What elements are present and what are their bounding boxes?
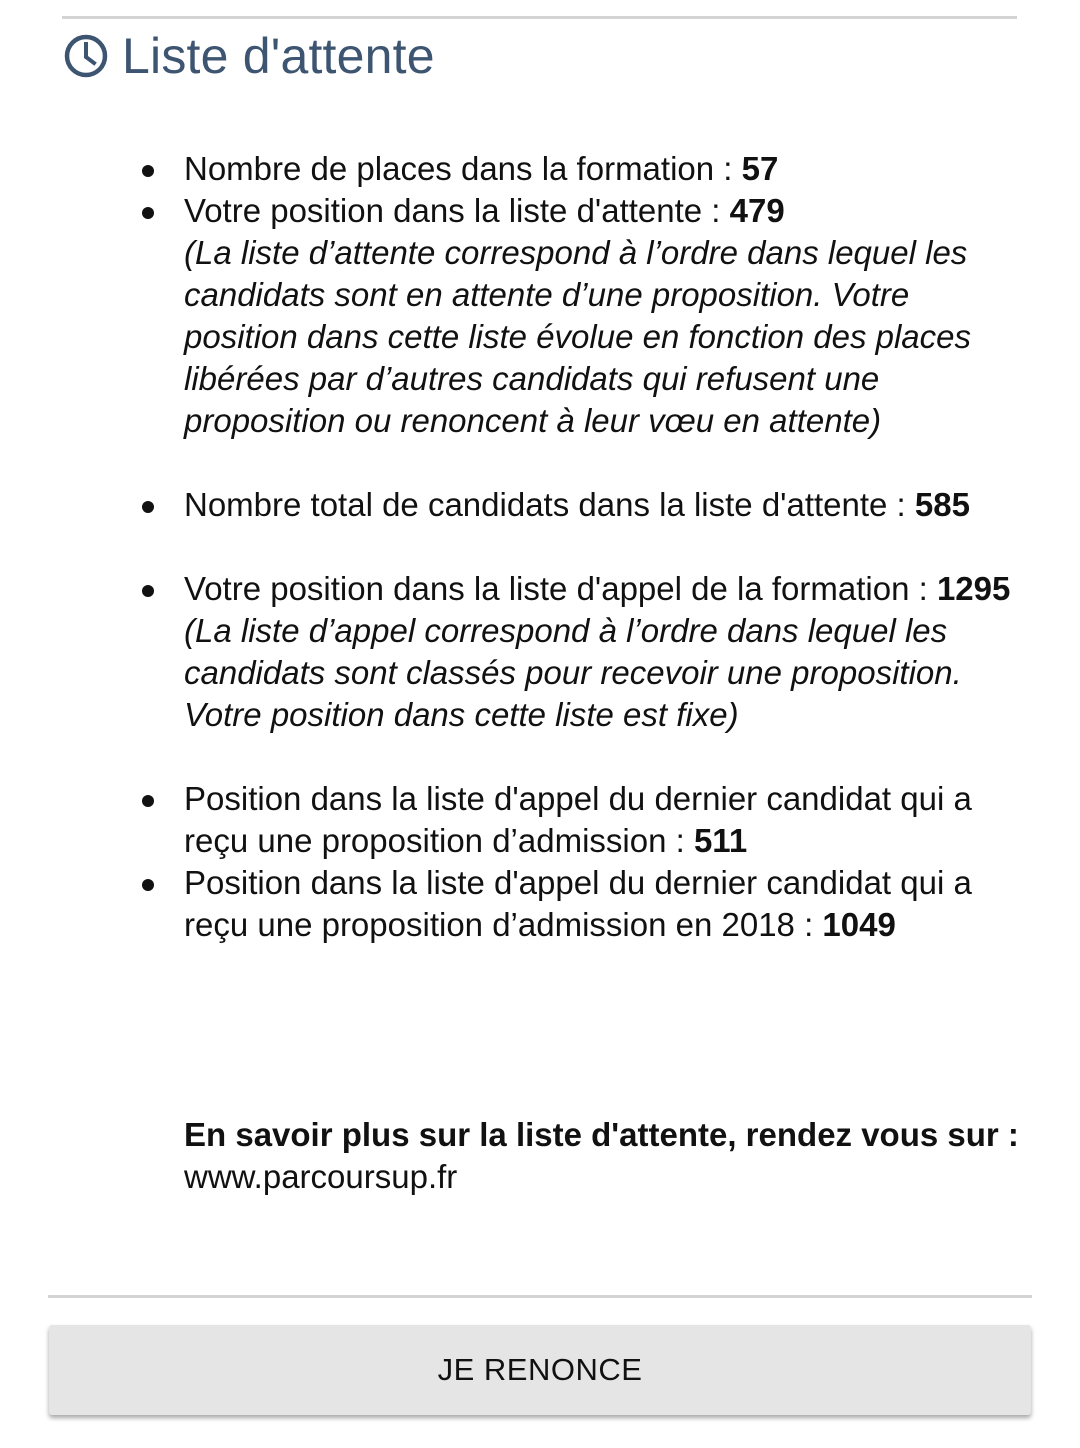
item-value: 585 [914,486,970,523]
item-label: Position dans la liste d'appel du dernier candidat qui a reçu une proposition d’admission : [184,780,972,859]
list-item-places [140,148,1020,190]
item-value: 511 [693,822,748,859]
item-label: Votre position dans la liste d'appel de la formation : [184,570,937,607]
top-divider [62,16,1017,19]
item-label: Votre position dans la liste d'attente : [184,192,730,229]
section-heading [62,26,435,86]
more-info [184,1114,1024,1198]
parcoursup-link[interactable]: www.parcoursup.fr [184,1158,458,1195]
item-value: 1295 [936,570,1011,607]
bullet [142,795,154,807]
item-label: Nombre de places dans la formation : [184,150,742,187]
list-item-call-list-position [140,568,1020,736]
item-note: (La liste d’attente correspond à l’ordre dans lequel les candidats sont en attente d’une proposition. Votre position dans cette liste évolue en fonction des places libérées par d’autres candidats qui refusent une proposition ou renoncent à leur vœu en attente) [184,234,972,439]
item-value: 57 [741,150,779,187]
clock-icon [62,32,110,80]
bullet [142,501,154,513]
section-title: Liste d'attente [122,28,435,84]
more-info-label: En savoir plus sur la liste d'attente, rendez vous sur : [184,1116,1019,1153]
bullet [142,585,154,597]
item-label: Nombre total de candidats dans la liste d'attente : [184,486,915,523]
renounce-button[interactable]: JE RENONCE [49,1325,1031,1415]
list-item-waitlist-position [140,190,1020,442]
waitlist-info-list [140,148,1020,946]
bullet [142,165,154,177]
bullet [142,879,154,891]
item-label: Position dans la liste d'appel du dernier candidat qui a reçu une proposition d’admission en 2018 : [184,864,972,943]
list-item-last-admitted-2018 [140,862,1020,946]
bullet [142,207,154,219]
item-value: 479 [729,192,785,229]
list-item-total-candidates [140,484,1020,526]
list-item-last-admitted [140,778,1020,862]
item-note: (La liste d’appel correspond à l’ordre dans lequel les candidats sont classés pour recevoir une proposition. Votre position dans cette liste est fixe) [184,612,962,733]
bottom-divider [48,1295,1032,1298]
item-value: 1049 [822,906,896,943]
